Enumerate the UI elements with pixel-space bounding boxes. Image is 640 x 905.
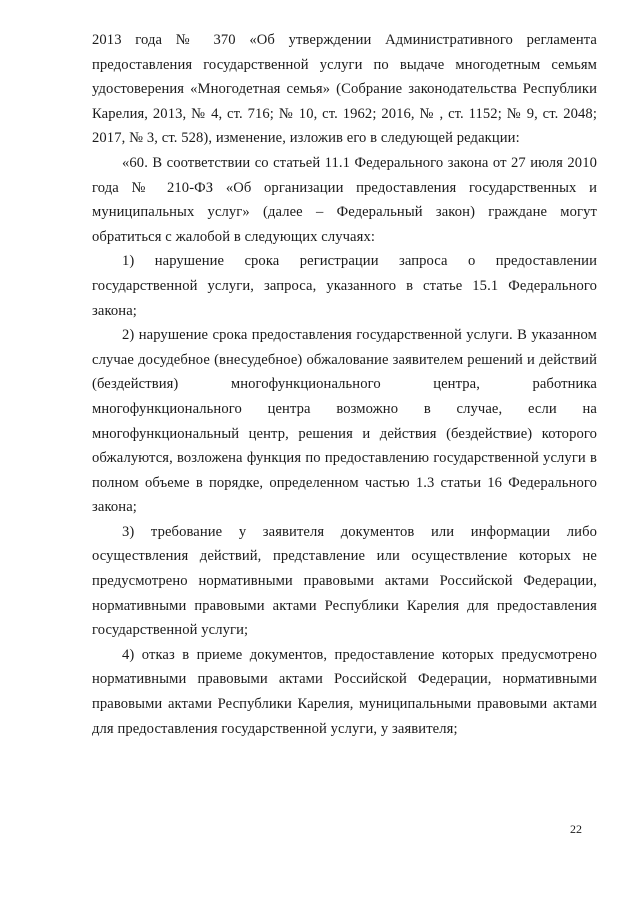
page-number: 22: [570, 822, 582, 836]
paragraph-continuation: 2013 года № 370 «Об утверждении Административного регламента предоставления государственной услуги по выдаче многодетным семьям удостоверения «Многодетная семья» (Собрание законодательства Республики Карелия, 2013, № 4, ст. 716; № 10, ст. 1962; 2016, № , ст. 1152; № 9, ст. 2048; 2017, № 3, ст. 528), изменение, изложив его в следующей редакции:: [92, 32, 597, 147]
paragraph-subitem-4: 4) отказ в приеме документов, предоставление которых предусмотрено нормативными правовыми актами Российской Федерации, нормативными правовыми актами Республики Карелия, муниципальными правовыми актами для предоставления государственной услуги, у заявителя;: [92, 646, 597, 737]
paragraph-subitem-2: 2) нарушение срока предоставления государственной услуги. В указанном случае досудебное (внесудебное) обжалование заявителем решений и действий (бездействия) многофункционального центра, работника многофункционального центра возможно в случае, если на многофункциональный центр, решения и действия (бездействие) которого обжалуются, возложена функция по предоставлению государственной услуги в полном объеме в порядке, определенном частью 1.3 статьи 16 Федерального закона;: [92, 327, 597, 516]
paragraph-item-60: «60. В соответствии со статьей 11.1 Федерального закона от 27 июля 2010 года № 210-ФЗ «Об организации предоставления государственных и муниципальных услуг» (далее – Федеральный закон) граждане могут обратиться с жалобой в следующих случаях:: [92, 154, 597, 245]
paragraph-subitem-3: 3) требование у заявителя документов или информации либо осуществления действий, представление или осуществление которых не предусмотрено нормативными правовыми актами Российской Федерации, нормативными правовыми актами Республики Карелия для предоставления государственной услуги;: [92, 523, 597, 639]
paragraph-subitem-1: 1) нарушение срока регистрации запроса о предоставлении государственной услуги, запроса, указанного в статье 15.1 Федерального закона;: [92, 253, 597, 319]
body-text: [92, 28, 597, 741]
